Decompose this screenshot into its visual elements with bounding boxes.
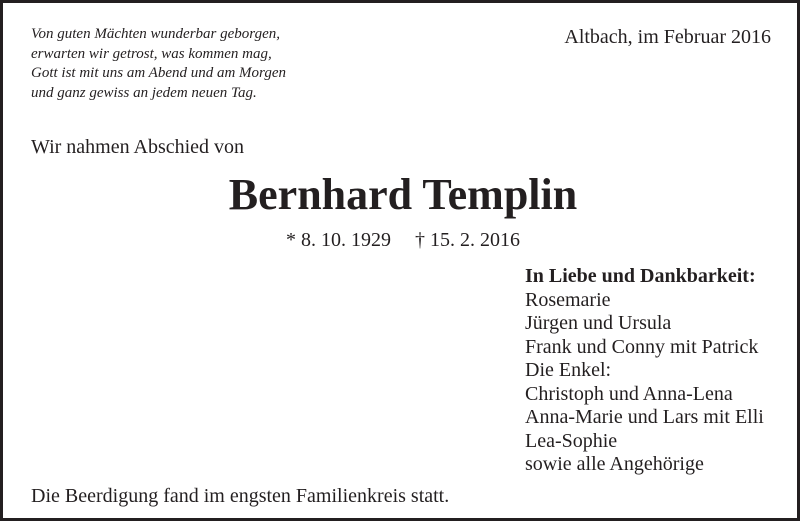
poem-line: Von guten Mächten wunderbar geborgen,	[31, 26, 280, 42]
mourner-line: Die Enkel:	[525, 359, 612, 381]
poem	[31, 25, 286, 103]
intro-text: Wir nahmen Abschied von	[31, 136, 245, 158]
mourners-heading: In Liebe und Dankbarkeit:	[525, 265, 756, 287]
burial-note: Die Beerdigung fand im engsten Familienkreis statt.	[31, 485, 450, 507]
mourner-line: Christoph und Anna-Lena	[525, 382, 733, 405]
mourner-line: Frank und Conny mit Patrick	[525, 335, 759, 358]
deceased-name: Bernhard Templin	[228, 170, 578, 219]
death-date: † 15. 2. 2016	[415, 229, 520, 251]
life-dates	[3, 228, 800, 252]
mourner-line: Rosemarie	[525, 288, 611, 311]
poem-line: Gott ist mit uns am Abend und am Morgen	[31, 65, 286, 81]
birth-date: * 8. 10. 1929	[286, 229, 391, 251]
mourner-line: Jürgen und Ursula	[525, 312, 672, 334]
place-and-date: Altbach, im Februar 2016	[564, 26, 771, 48]
mourners-list	[525, 265, 764, 477]
mourner-line: sowie alle Angehörige	[525, 453, 704, 475]
poem-line: und ganz gewiss an jedem neuen Tag.	[31, 84, 257, 101]
poem-line: erwarten wir getrost, was kommen mag,	[31, 45, 272, 62]
mourner-line: Anna-Marie und Lars mit Elli	[525, 406, 764, 428]
mourner-line: Lea-Sophie	[525, 429, 618, 452]
